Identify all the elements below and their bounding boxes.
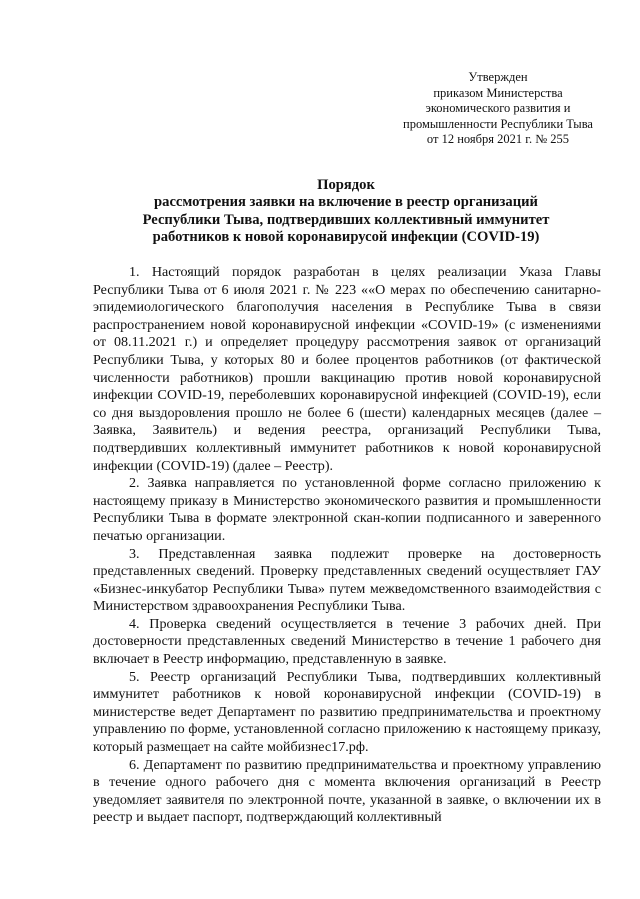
paragraph-2: 2. Заявка направляется по установленной форме согласно приложению к настоящему приказу в Министерство экономического развития и промышленности Республики Тыва в формате электронной скан-копии подписанного и заверенного печатью организации. xyxy=(93,475,601,544)
approval-line: приказом Министерства xyxy=(433,85,563,100)
approval-line: экономического развития и xyxy=(425,101,571,116)
title-line: Республики Тыва, подтвердивших коллективный иммунитет xyxy=(142,211,550,228)
paragraph-5: 5. Реестр организаций Республики Тыва, подтвердивших коллективный иммунитет работников к новой коронавирусной инфекции (COVID-19) в министерстве ведет Департамент по развитию предпринимательства и проектному управлению по форме, установленной согласно приложению к настоящему приказу, который размещает на сайте мойбизнес17.рф. xyxy=(93,668,601,756)
title-line: Порядок xyxy=(317,177,375,193)
approval-line: от 12 ноября 2021 г. № 255 xyxy=(426,132,570,147)
paragraph-3: 3. Представленная заявка подлежит проверке на достоверность представленных сведений. Проверку представленных сведений осуществляет ГАУ «Бизнес-инкубатор Республики Тыва» путем межведомственного взаимодействия с Министерством здравоохранения Республики Тыва. xyxy=(93,545,601,615)
document-body xyxy=(93,264,601,827)
approval-line: промышленности Республики Тыва xyxy=(403,116,593,131)
approval-block xyxy=(398,70,598,148)
paragraph-4: 4. Проверка сведений осуществляется в течение 3 рабочих дней. При достоверности представленных сведений Министерство в течение 1 рабочего дня включает в Реестр информацию, представленную в заявке. xyxy=(93,615,601,668)
paragraph-6: 6. Департамент по развитию предпринимательства и проектному управлению в течение одного рабочего дня с момента включения организаций в Реестр уведомляет заявителя по электронной почте, указанной в заявке, о включении их в реестр и выдает паспорт, подтверждающий коллективный xyxy=(93,756,601,826)
paragraph-1: 1. Настоящий порядок разработан в целях реализации Указа Главы Республики Тыва от 6 июля 2021 г. № 223 ««О мерах по обеспечению санитарно-эпидемиологического благополучия населения в Республике Тыва в связи распространением новой коронавирусной инфекции «COVID-19» (с изменениями от 08.11.2021 г.) и определяет процедуру рассмотрения заявок от организаций Республики Тыва, у которых 80 и более процентов работников (от фактической численности работников) прошли вакцинацию против новой коронавирусной инфекции COVID-19, переболевших коронавирусной инфекцией (COVID-19), если со дня выздоровления прошло не более 6 (шести) календарных месяцев (далее – Заявка, Заявитель) и ведения реестра, организаций Республики Тыва, подтвердивших коллективный иммунитет работников к новой коронавирусной инфекции (COVID-19) (далее – Реестр). xyxy=(93,264,601,474)
title-line: работников к новой коронавирусой инфекции (COVID-19) xyxy=(152,229,540,246)
document-title xyxy=(96,177,596,247)
title-line: рассмотрения заявки на включение в реестр организаций xyxy=(154,194,538,211)
approval-line: Утвержден xyxy=(468,70,528,84)
